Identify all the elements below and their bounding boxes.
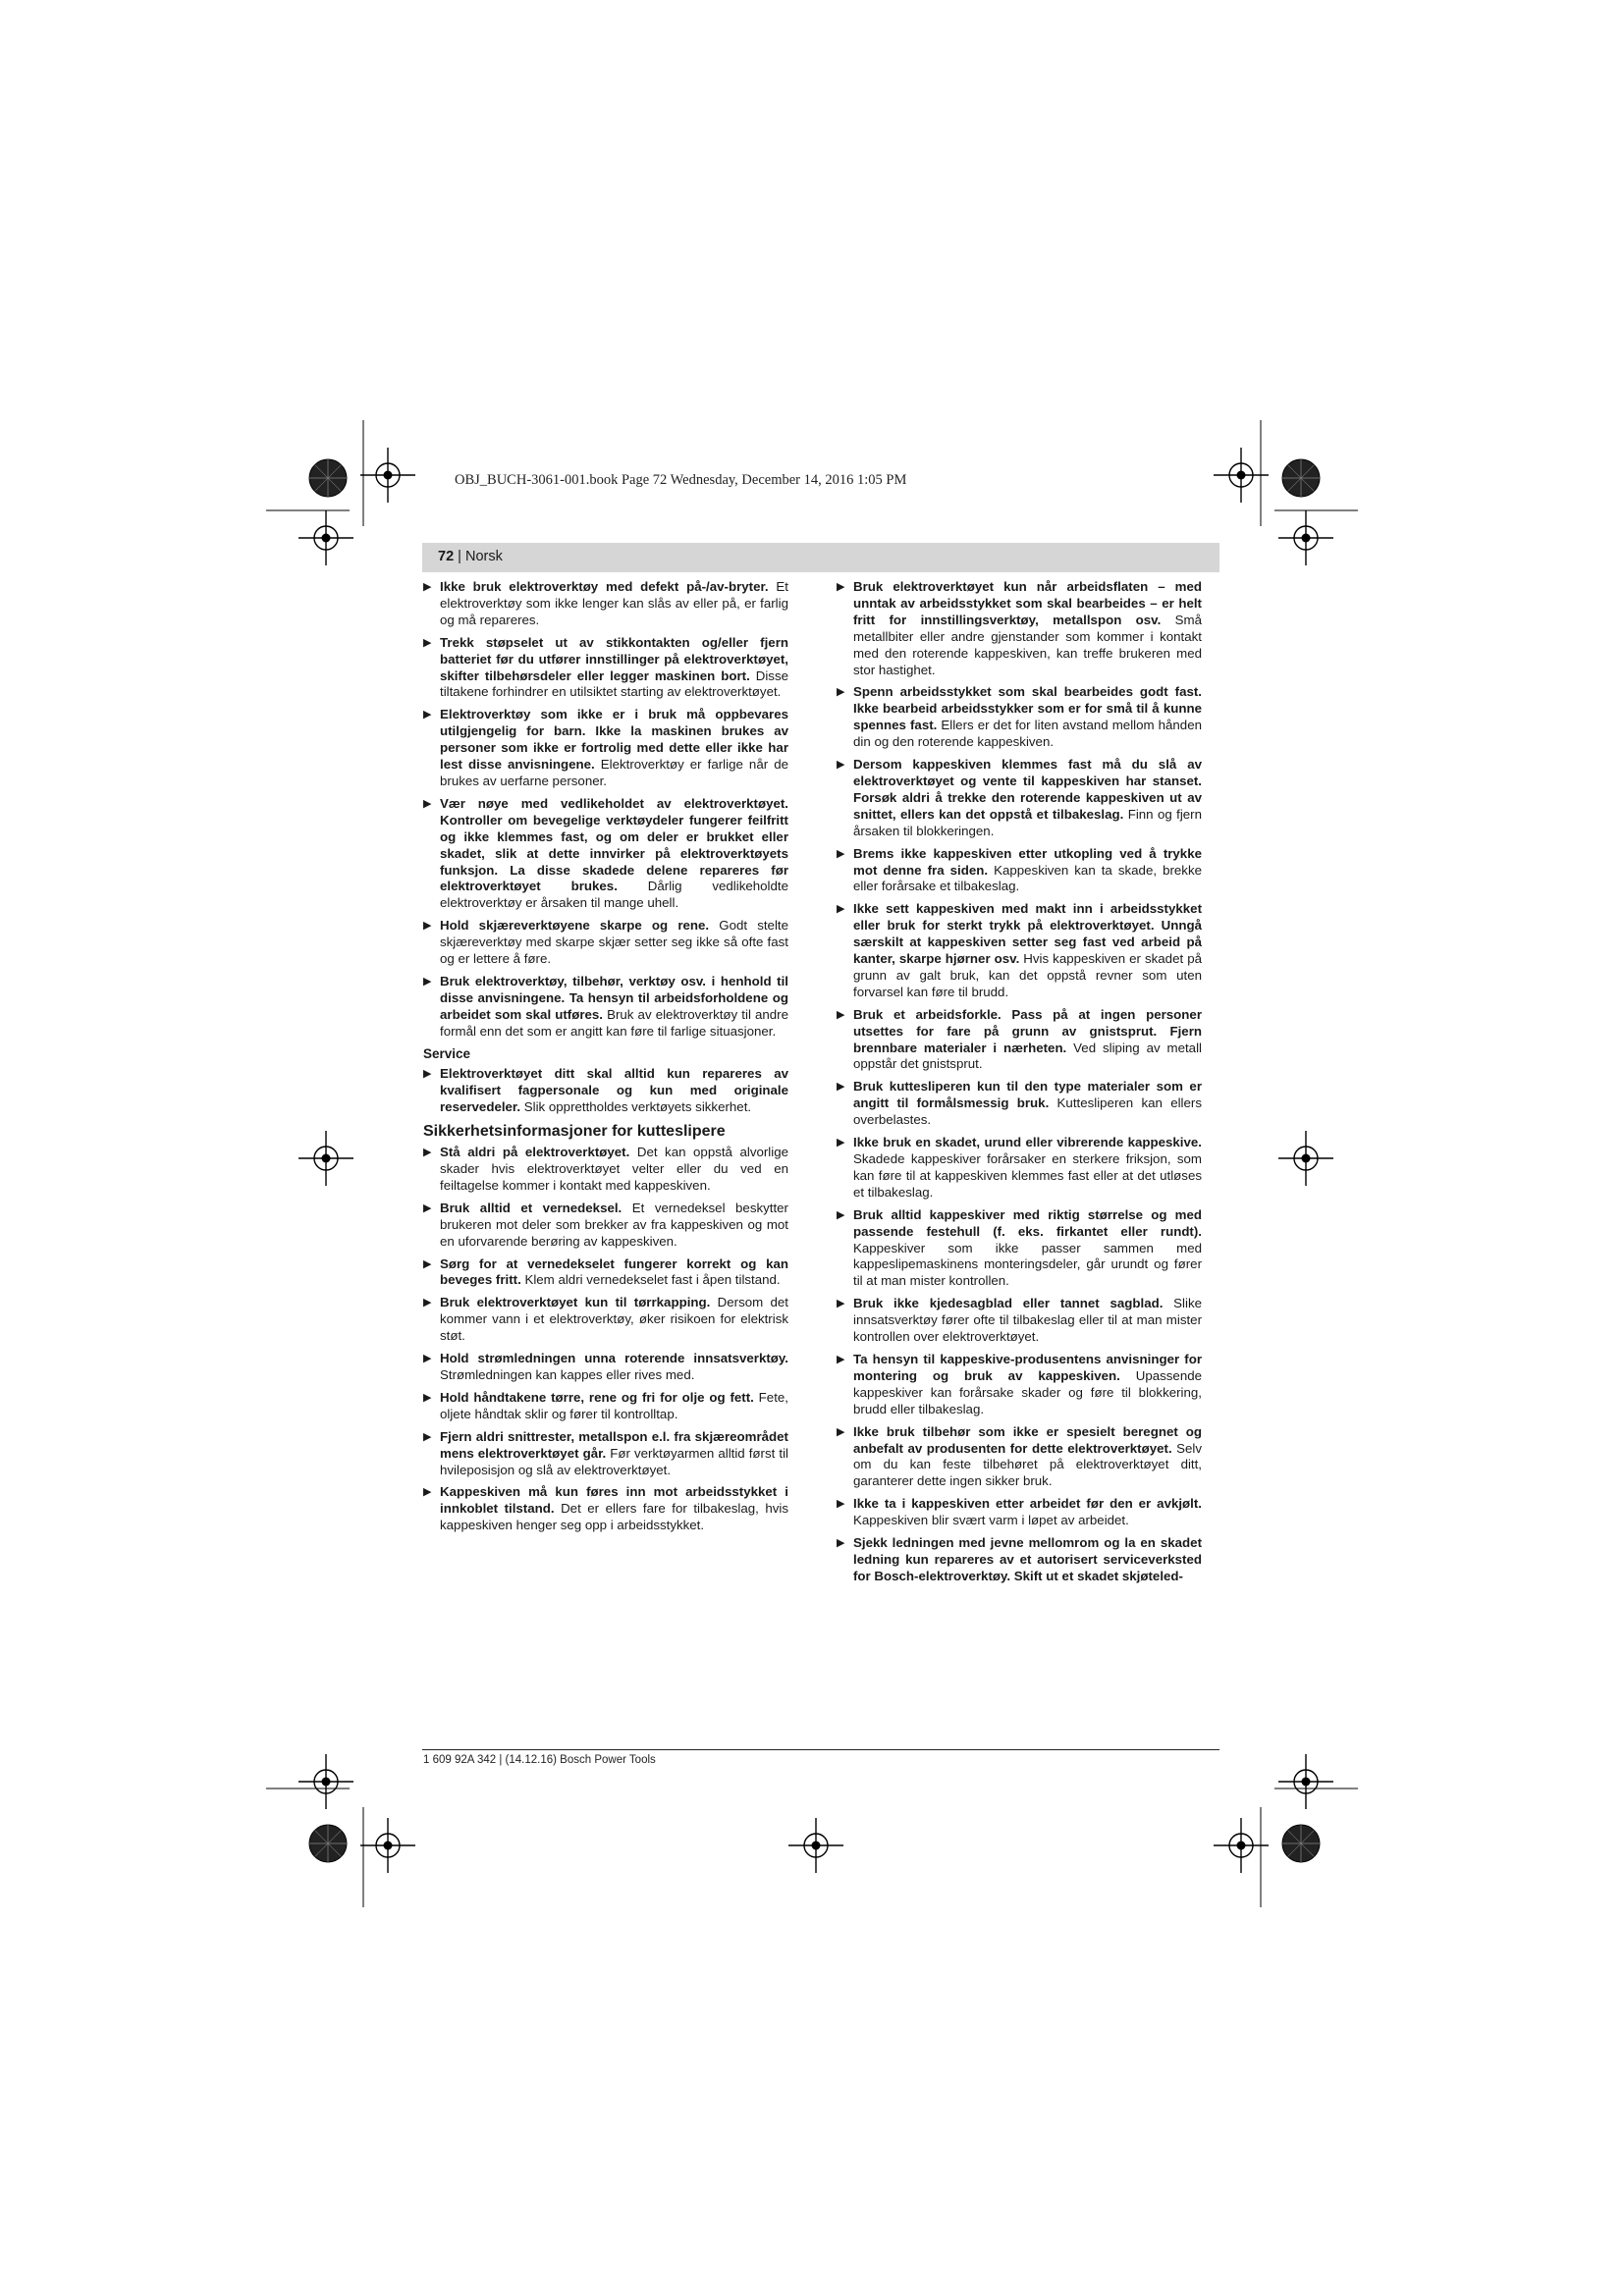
bullet-arrow-icon: ▶	[423, 920, 432, 933]
item-bold-text: Ikke sett kappeskiven med makt inn i arbeidsstykket eller bruk for sterkt trykk på elektroverktøyet. Unngå særskilt at kappeskiven setter seg fast ved arbeid på kanter, skarpe hjørner osv.	[853, 901, 1202, 967]
bullet-arrow-icon: ▶	[423, 581, 432, 593]
item-bold-text: Kappeskiven må kun føres inn mot arbeidsstykket i innkoblet tilstand.	[440, 1484, 788, 1517]
crosshair-icon	[1278, 1131, 1333, 1186]
item-bold-text: Spenn arbeidsstykket som skal bearbeides godt fast. Ikke bearbeid arbeidsstykker som er for små til å kunne spennes fast.	[853, 684, 1202, 733]
list-item	[423, 974, 788, 1041]
item-text: Elektroverktøy er farlige når de brukes av uerfarne personer.	[440, 757, 788, 788]
list-item	[837, 846, 1202, 896]
item-bold-text: Bruk ikke kjedesagblad eller tannet sagblad.	[853, 1296, 1164, 1311]
bullet-arrow-icon: ▶	[837, 686, 845, 699]
crosshair-icon	[360, 1818, 415, 1873]
list-item	[837, 1007, 1202, 1074]
list-item	[423, 1256, 788, 1290]
bullet-arrow-icon: ▶	[837, 1298, 845, 1310]
item-bold-text: Hold strømledningen unna roterende innsatsverktøy.	[440, 1351, 788, 1366]
list-item	[837, 579, 1202, 678]
item-bold-text: Ikke bruk elektroverktøy med defekt på-/av-bryter.	[440, 579, 769, 594]
item-bold-text: Bruk elektroverktøy, tilbehør, verktøy osv. i henhold til disse anvisningene. Ta hensyn til arbeidsforholdene og arbeidet som skal utføres.	[440, 973, 788, 1022]
item-text: Ved sliping av metall oppstår det gnistsprut.	[853, 1040, 1202, 1072]
item-bold-text: Sørg for at vernedekselet fungerer korrekt og kan beveges fritt.	[440, 1255, 788, 1288]
list-item	[837, 1079, 1202, 1129]
left-items-c	[423, 1145, 788, 1534]
bullet-arrow-icon: ▶	[837, 581, 845, 593]
item-bold-text: Bruk kuttesliperen kun til den type materialer som er angitt til formålsmessig bruk.	[853, 1079, 1202, 1111]
list-item	[423, 1295, 788, 1345]
list-item	[837, 1496, 1202, 1529]
left-column	[423, 579, 788, 1540]
bullet-arrow-icon: ▶	[837, 1081, 845, 1094]
footer-rule	[422, 1749, 1219, 1750]
item-bold-text: Vær nøye med vedlikeholdet av elektroverktøyet. Kontroller om bevegelige verktøydeler fungerer feilfritt og ikke klemmes fast, og om deler er brukket eller skadet, slik at dette innvirker på elektroverktøyets funksjon. La disse skadede delene repareres før elektroverktøyet brukes.	[440, 795, 788, 894]
crosshair-icon	[298, 1131, 353, 1186]
item-bold-text: Sjekk ledningen med jevne mellomrom og la en skadet ledning kun repareres av et autorisert serviceverksted for Bosch-elektroverktøy. Skift ut et skadet skjøteled-	[853, 1535, 1202, 1583]
bullet-arrow-icon: ▶	[837, 1137, 845, 1149]
left-items-b	[423, 1066, 788, 1116]
item-bold-text: Ikke bruk tilbehør som ikke er spesielt beregnet og anbefalt av produsenten for dette elektroverktøyet.	[853, 1423, 1202, 1456]
item-bold-text: Brems ikke kappeskiven etter utkopling ved å trykke mot denne fra siden.	[853, 845, 1202, 878]
item-text: Klem aldri vernedekselet fast i åpen tilstand.	[520, 1272, 781, 1288]
left-items-a	[423, 579, 788, 1041]
print-info-line: OBJ_BUCH-3061-001.book Page 72 Wednesday, December 14, 2016 1:05 PM	[455, 472, 907, 488]
item-text: Fete, oljete håndtak sklir og fører til kontrolltap.	[440, 1389, 788, 1421]
bullet-arrow-icon: ▶	[837, 1008, 845, 1021]
bullet-arrow-icon: ▶	[423, 709, 432, 721]
page-header-bar	[422, 543, 1219, 572]
item-text: Godt stelte skjæreverktøy med skarpe skjær setter seg ikke så ofte fast og er lettere å føre.	[440, 918, 788, 967]
item-text: Kuttesliperen kan ellers overbelastes.	[853, 1095, 1202, 1128]
bullet-arrow-icon: ▶	[423, 1486, 432, 1499]
color-wheel-icon	[309, 1825, 347, 1862]
crosshair-icon	[298, 1754, 353, 1809]
list-item	[423, 579, 788, 629]
item-text: Selv om du kan feste tilbehøret på elektroverktøyet ditt, garanterer dette ingen sikker bruk.	[853, 1440, 1203, 1489]
item-text: Upassende kappeskiver kan forårsake skader og føre til blokkering, brudd eller tilbakeslag.	[853, 1367, 1202, 1416]
bullet-arrow-icon: ▶	[837, 759, 845, 772]
bullet-arrow-icon: ▶	[837, 903, 845, 916]
list-item	[423, 1390, 788, 1423]
page-header	[438, 548, 503, 566]
item-text: Det kan oppstå alvorlige skader hvis elektroverktøyet velter eller du ved en feiltagelse kommer i kontakt med kappeskiven.	[440, 1145, 788, 1193]
list-item	[837, 1424, 1202, 1491]
list-item	[423, 1429, 788, 1479]
color-wheel-icon	[1282, 459, 1320, 497]
list-item	[837, 901, 1202, 1000]
item-bold-text: Bruk et arbeidsforkle. Pass på at ingen personer utsettes for fare på grunn av gnistsprut. Fjern brennbare materialer i nærheten.	[853, 1006, 1202, 1055]
item-text: Hvis kappeskiven er skadet på grunn av galt bruk, kan det oppstå revner som uten forvarsel kan føre til brudd.	[853, 951, 1202, 999]
item-bold-text: Bruk alltid et vernedeksel.	[440, 1200, 623, 1215]
item-text: Et elektroverktøy som ikke lenger kan slås av eller på, er farlig og må repareres.	[440, 579, 788, 627]
color-wheel-icon	[1282, 1825, 1320, 1862]
item-bold-text: Elektroverktøyet ditt skal alltid kun repareres av kvalifisert fagpersonale og kun med originale reservedeler.	[440, 1066, 788, 1115]
item-text: Dårlig vedlikeholdte elektroverktøy er årsaken til mange uhell.	[440, 879, 788, 911]
right-items	[837, 579, 1202, 1585]
list-item	[423, 1145, 788, 1195]
right-column	[837, 579, 1202, 1591]
service-heading: Service	[423, 1045, 471, 1061]
list-item	[423, 1201, 788, 1251]
crosshair-icon	[1278, 1754, 1333, 1809]
item-bold-text: Hold håndtakene tørre, rene og fri for olje og fett.	[440, 1389, 754, 1405]
item-text: Strømledningen kan kappes eller rives med.	[440, 1366, 695, 1382]
item-text: Finn og fjern årsaken til blokkeringen.	[853, 806, 1202, 838]
item-bold-text: Bruk elektroverktøyet kun når arbeidsflaten – med unntak av arbeidsstykket som skal bearbeides – er helt fritt for innstillingsverktøy, metallspon osv.	[853, 579, 1202, 627]
item-text: Små metallbiter eller andre gjenstander som kommer i kontakt med den roterende kappeskiven, kan treffe brukeren med stor hastighet.	[853, 612, 1202, 677]
item-text: Disse tiltakene forhindrer en utilsiktet starting av elektroverktøyet.	[440, 667, 788, 700]
item-text: Kappeskiver som ikke passer sammen med kappeslipemaskinens monteringsdeler, går urundt og fører til at man mister kontrollen.	[853, 1240, 1202, 1289]
list-item	[423, 635, 788, 702]
item-text: Ellers er det for liten avstand mellom hånden din og den roterende kappeskiven.	[853, 718, 1202, 750]
bullet-arrow-icon: ▶	[837, 1353, 845, 1365]
item-bold-text: Ta hensyn til kappeskive-produsentens anvisninger for montering og bruk av kappeskiven.	[853, 1351, 1202, 1383]
crosshair-icon	[360, 448, 415, 503]
bullet-arrow-icon: ▶	[423, 1353, 432, 1365]
bullet-arrow-icon: ▶	[423, 1257, 432, 1270]
list-item	[423, 707, 788, 790]
bullet-arrow-icon: ▶	[423, 975, 432, 988]
list-item	[423, 796, 788, 912]
item-text: Et vernedeksel beskytter brukeren mot deler som brekker av fra kappeskiven og mot en uforvarende berøring av kappeskiven.	[440, 1200, 788, 1249]
list-item	[837, 1207, 1202, 1291]
bullet-arrow-icon: ▶	[837, 1425, 845, 1438]
item-text: Bruk av elektroverktøy til andre formål enn det som er angitt kan føre til farlige situasjoner.	[440, 1006, 788, 1039]
list-item	[837, 1135, 1202, 1201]
item-bold-text: Elektroverktøy som ikke er i bruk må oppbevares utilgjengelig for barn. Ikke la maskinen brukes av personer som ikke er fortrolig med dette eller ikke har lest disse anvisningene.	[440, 707, 788, 773]
item-bold-text: Bruk alltid kappeskiver med riktig størrelse og med passende festehull (f. eks. firkantet eller rundt).	[853, 1206, 1202, 1239]
item-bold-text: Fjern aldri snittrester, metallspon e.l. fra skjæreområdet mens elektroverktøyet går.	[440, 1428, 788, 1461]
list-item	[837, 1352, 1202, 1418]
header-separator: |	[454, 549, 465, 564]
bullet-arrow-icon: ▶	[423, 1068, 432, 1081]
item-bold-text: Ikke ta i kappeskiven etter arbeidet før den er avkjølt.	[853, 1496, 1202, 1512]
list-item	[837, 757, 1202, 840]
bullet-arrow-icon: ▶	[837, 847, 845, 860]
item-bold-text: Dersom kappeskiven klemmes fast må du slå av elektroverktøyet og vente til kappeskiven har stanset. Forsøk aldri å trekke den roterende kappeskiven ut av snittet, ellers kan det oppstå et tilbakeslag.	[853, 757, 1202, 822]
bullet-arrow-icon: ▶	[837, 1208, 845, 1221]
item-text: Det er ellers fare for tilbakeslag, hvis kappeskiven henger seg opp i arbeidsstykket.	[440, 1501, 789, 1533]
item-text: Slike innsatsverktøy fører ofte til tilbakeslag eller til at man mister kontrollen over elektroverktøyet.	[853, 1296, 1202, 1345]
item-bold-text: Ikke bruk en skadet, urund eller vibrerende kappeskive.	[853, 1135, 1202, 1150]
item-text: Kappeskiven blir svært varm i løpet av arbeidet.	[853, 1513, 1129, 1528]
list-item	[837, 1535, 1202, 1585]
list-item	[423, 1351, 788, 1384]
list-item	[837, 684, 1202, 751]
list-item	[423, 918, 788, 968]
bullet-arrow-icon: ▶	[423, 1391, 432, 1404]
item-bold-text: Hold skjæreverktøyene skarpe og rene.	[440, 918, 710, 934]
color-wheel-icon	[309, 459, 347, 497]
crosshair-icon	[298, 510, 353, 565]
bullet-arrow-icon: ▶	[837, 1498, 845, 1511]
item-bold-text: Stå aldri på elektroverktøyet.	[440, 1145, 630, 1160]
item-text: Dersom det kommer vann i et elektroverktøy, øker risikoen for elektrisk støt.	[440, 1295, 788, 1344]
item-text: Kappeskiven kan ta skade, brekke eller forårsake et tilbakeslag.	[853, 862, 1202, 894]
bullet-arrow-icon: ▶	[423, 1297, 432, 1309]
crosshair-icon	[788, 1818, 843, 1873]
bullet-arrow-icon: ▶	[423, 797, 432, 810]
bullet-arrow-icon: ▶	[423, 1147, 432, 1159]
page-number: 72	[438, 549, 455, 564]
item-bold-text: Bruk elektroverktøyet kun til tørrkapping.	[440, 1295, 711, 1310]
item-bold-text: Trekk støpselet ut av stikkontakten og/eller fjern batteriet før du utfører innstillinger på elektroverktøyet, skifter tilbehørsdeler eller legger maskinen bort.	[440, 634, 788, 683]
bullet-arrow-icon: ▶	[837, 1537, 845, 1550]
bullet-arrow-icon: ▶	[423, 636, 432, 649]
list-item	[423, 1484, 788, 1534]
crosshair-icon	[1278, 510, 1333, 565]
bullet-arrow-icon: ▶	[423, 1201, 432, 1214]
list-item	[423, 1066, 788, 1116]
footer-text: 1 609 92A 342 | (14.12.16) Bosch Power Tools	[423, 1754, 656, 1766]
item-text: Skadede kappeskiver forårsaker en sterkere friksjon, som kan føre til at kappeskiven klemmes fast eller at det utløses et tilbakeslag.	[853, 1151, 1202, 1200]
safety-heading: Sikkerhetsinformasjoner for kutteslipere	[423, 1123, 726, 1141]
item-text: Før verktøyarmen alltid først til hvileposisjon og slå av elektroverktøyet.	[440, 1445, 788, 1477]
list-item	[837, 1296, 1202, 1346]
item-text: Slik opprettholdes verktøyets sikkerhet.	[520, 1099, 752, 1115]
header-language: Norsk	[464, 549, 503, 564]
bullet-arrow-icon: ▶	[423, 1430, 432, 1443]
